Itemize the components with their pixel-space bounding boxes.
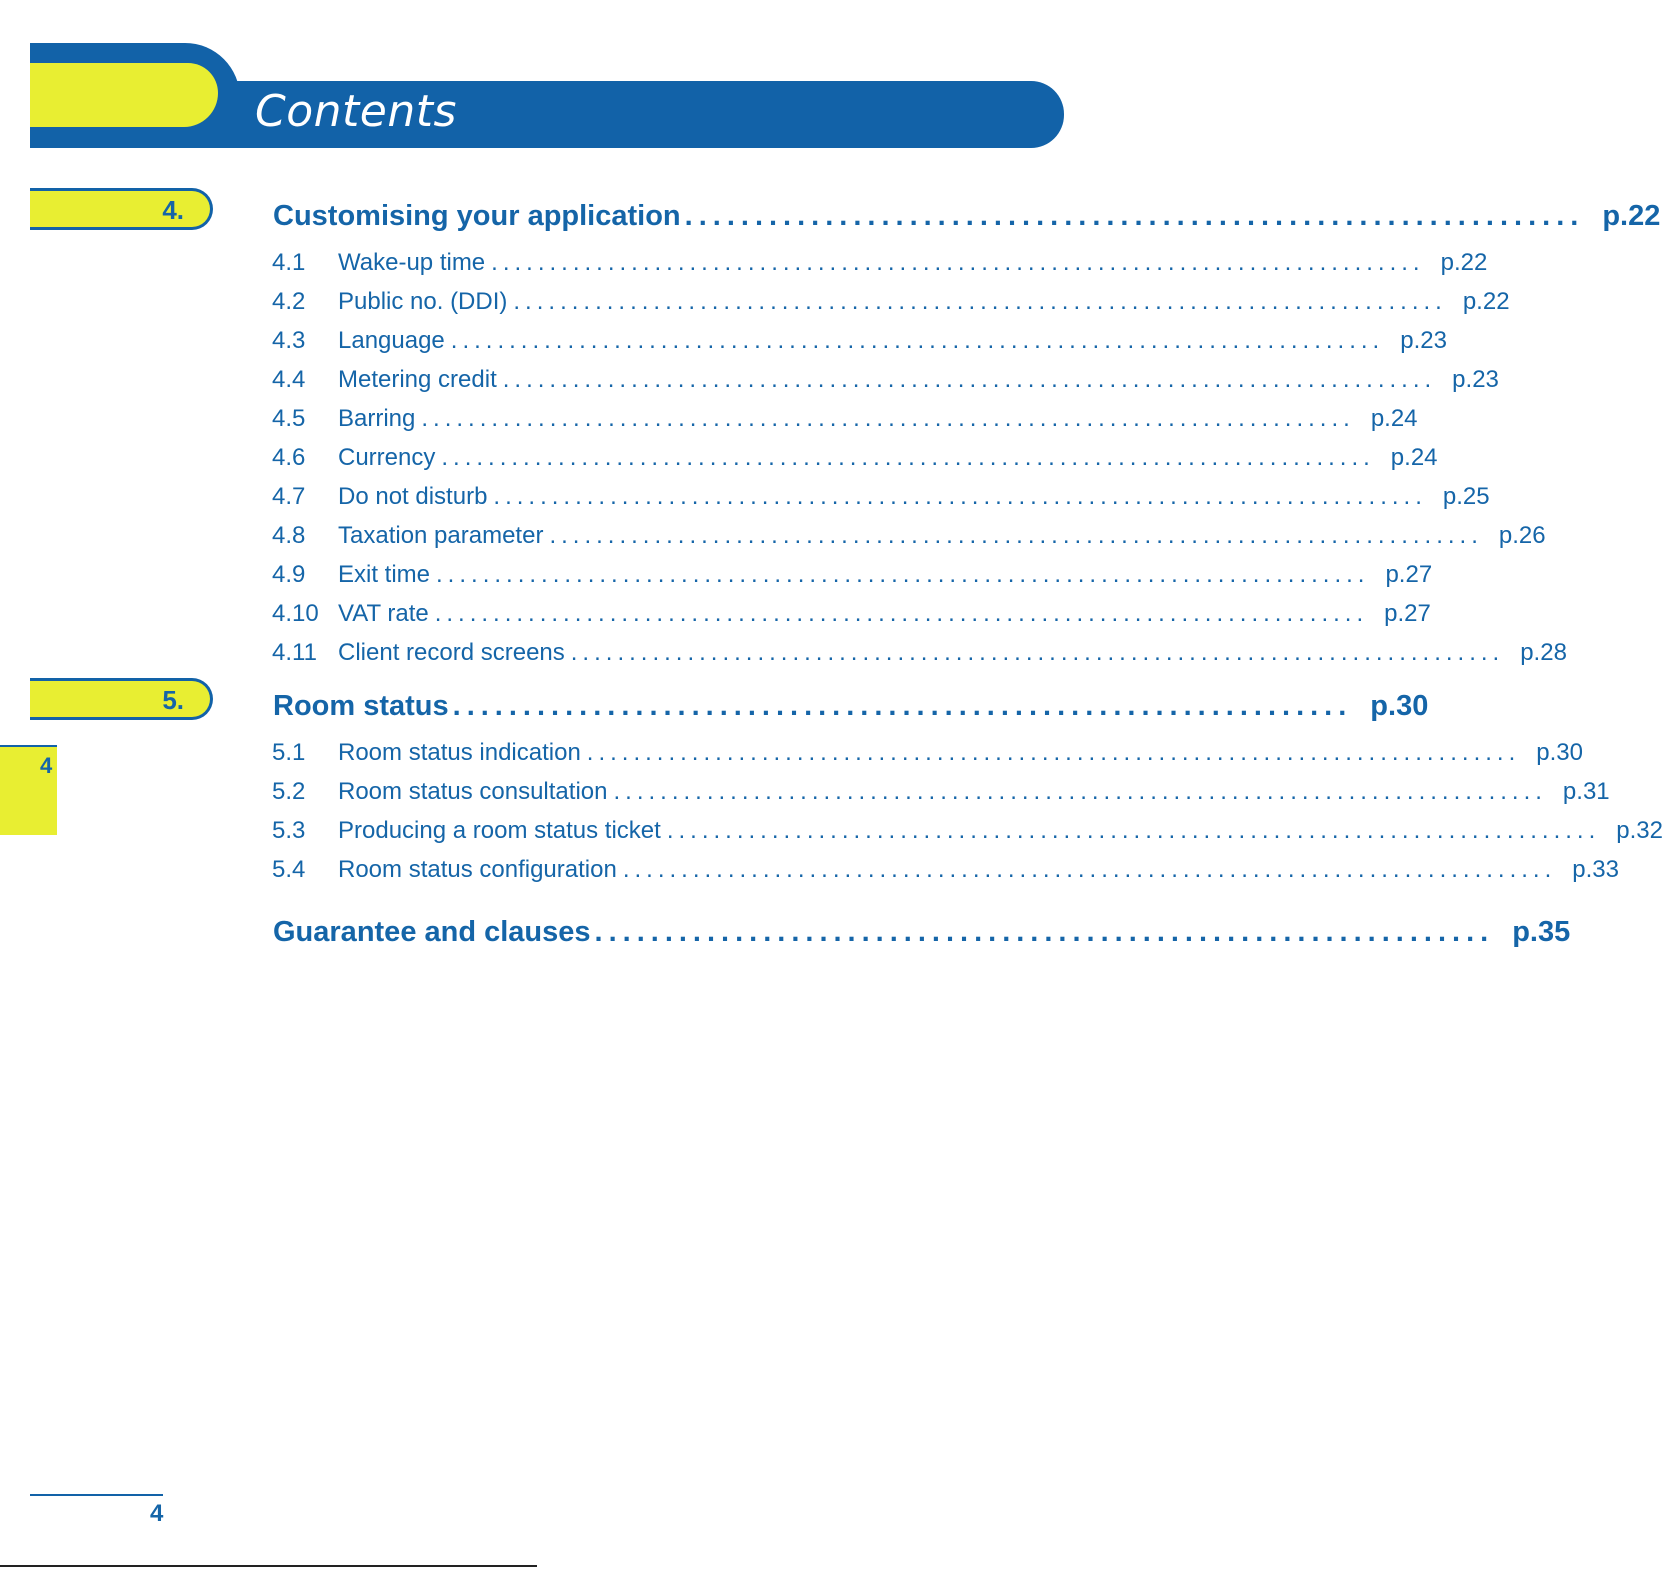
- contents-banner: [0, 0, 1220, 160]
- item-title: Taxation parameter: [338, 522, 544, 549]
- item-page: p.23: [1452, 366, 1499, 393]
- leader-dots: ................................................................................: [493, 483, 1427, 510]
- leader-dots: ................................................................................: [434, 600, 1369, 627]
- item-page: p.26: [1498, 522, 1546, 549]
- item-title: Exit time: [338, 561, 431, 588]
- item-page: p.33: [1572, 856, 1619, 883]
- item-number: 4.1: [272, 249, 306, 276]
- toc-item[interactable]: [272, 733, 1583, 767]
- leader-dots: ................................................................................: [570, 639, 1505, 666]
- toc-item[interactable]: [272, 360, 1499, 394]
- toc-item[interactable]: [272, 282, 1510, 316]
- item-page: p.27: [1384, 600, 1431, 627]
- toc-item[interactable]: [272, 243, 1488, 277]
- toc-item[interactable]: [272, 321, 1447, 355]
- item-page: p.22: [1462, 288, 1510, 315]
- toc-guarantee-clauses[interactable]: [273, 909, 1571, 949]
- chapter-tab-5: [30, 678, 213, 720]
- chapter-tab-label: 5.: [162, 685, 184, 715]
- item-number: 4.7: [272, 483, 306, 510]
- item-number: 4.10: [272, 600, 319, 627]
- item-number: 5.3: [272, 817, 306, 844]
- item-page: p.31: [1562, 778, 1610, 805]
- item-title: Room status consultation: [338, 778, 608, 805]
- toc-item[interactable]: [272, 633, 1567, 667]
- leader-dots: ................................................................................: [491, 249, 1425, 276]
- item-title: Barring: [338, 405, 416, 432]
- toc-item[interactable]: [272, 438, 1438, 472]
- item-number: 5.4: [272, 856, 306, 883]
- chapter-page: p.30: [1370, 690, 1429, 722]
- leader-dots: ................................................................: [452, 690, 1353, 722]
- item-title: Public no. (DDI): [338, 288, 508, 315]
- item-number: 4.4: [272, 366, 306, 393]
- chapter-title: Room status: [273, 690, 449, 722]
- chapter-page: p.22: [1602, 200, 1661, 232]
- toc-chapter-room-status[interactable]: [273, 683, 1429, 723]
- leader-dots: ................................................................................: [622, 856, 1557, 883]
- item-title: Language: [338, 327, 445, 354]
- item-title: Client record screens: [338, 639, 565, 666]
- item-page: p.22: [1440, 249, 1488, 276]
- item-page: p.28: [1520, 639, 1567, 666]
- toc-item[interactable]: [272, 516, 1546, 550]
- item-title: Room status configuration: [338, 856, 617, 883]
- toc-item[interactable]: [272, 399, 1418, 433]
- toc-item[interactable]: [272, 811, 1663, 845]
- toc-item[interactable]: [272, 555, 1433, 589]
- side-section-marker: [0, 745, 57, 835]
- leader-dots: ................................................................: [594, 916, 1495, 948]
- leader-dots: ................................................................................: [613, 778, 1547, 805]
- item-title: Room status indication: [338, 739, 581, 766]
- item-title: Producing a room status ticket: [338, 817, 661, 844]
- leader-dots: ................................................................................: [502, 366, 1437, 393]
- item-page: p.30: [1536, 739, 1583, 766]
- leader-dots: ................................................................................: [421, 405, 1355, 432]
- chapter-tab-label: 4.: [162, 195, 184, 225]
- item-page: p.24: [1370, 405, 1418, 432]
- page-number: 4: [150, 1500, 164, 1527]
- leader-dots: ................................................................: [684, 200, 1585, 232]
- toc-item[interactable]: [272, 594, 1431, 628]
- footer-rule: [30, 1494, 163, 1496]
- chapter-title: Customising your application: [273, 200, 681, 232]
- leader-dots: ................................................................................: [666, 817, 1601, 844]
- item-page: p.27: [1385, 561, 1433, 588]
- bottom-divider: [0, 1565, 537, 1567]
- leader-dots: ................................................................................: [441, 444, 1375, 471]
- item-page: p.32: [1616, 817, 1663, 844]
- item-title: Metering credit: [338, 366, 497, 393]
- section-title: Guarantee and clauses: [273, 916, 591, 948]
- item-title: VAT rate: [338, 600, 429, 627]
- item-title: Do not disturb: [338, 483, 488, 510]
- item-number: 4.6: [272, 444, 306, 471]
- item-page: p.23: [1400, 327, 1447, 354]
- item-number: 4.5: [272, 405, 306, 432]
- toc-item[interactable]: [272, 850, 1619, 884]
- item-number: 4.8: [272, 522, 306, 549]
- item-page: p.25: [1442, 483, 1490, 510]
- item-number: 4.11: [272, 639, 317, 666]
- item-number: 5.1: [272, 739, 306, 766]
- item-title: Wake-up time: [338, 249, 486, 276]
- item-page: p.24: [1390, 444, 1438, 471]
- toc-item[interactable]: [272, 477, 1490, 511]
- leader-dots: ................................................................................: [586, 739, 1521, 766]
- item-title: Currency: [338, 444, 436, 471]
- side-marker-number: 4: [40, 753, 53, 778]
- item-number: 4.2: [272, 288, 306, 315]
- toc-chapter-customising[interactable]: [273, 193, 1661, 233]
- leader-dots: ................................................................................: [450, 327, 1385, 354]
- item-number: 4.9: [272, 561, 306, 588]
- page-title: Contents: [255, 86, 457, 137]
- toc-item[interactable]: [272, 772, 1610, 806]
- leader-dots: ................................................................................: [549, 522, 1483, 549]
- leader-dots: ................................................................................: [436, 561, 1370, 588]
- item-number: 4.3: [272, 327, 306, 354]
- banner-accent: [30, 63, 218, 127]
- chapter-tab-4: [30, 188, 213, 230]
- item-number: 5.2: [272, 778, 306, 805]
- section-page: p.35: [1512, 916, 1571, 948]
- leader-dots: ................................................................................: [513, 288, 1447, 315]
